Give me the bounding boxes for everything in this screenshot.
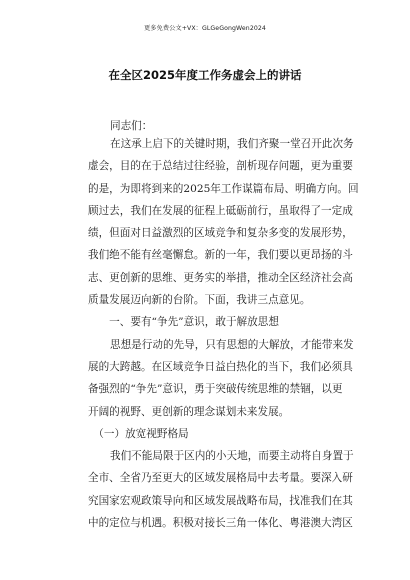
text-line: 中的定位与机遇。积极对接长三角一体化、粤港澳大湾区 [88, 517, 353, 530]
text-line: （一）放宽视野格局 [88, 427, 189, 440]
text-line: 的是，为即将到来的2025年工作谋篇布局、明确方向。回 [88, 182, 359, 195]
greeting: 同志们： [110, 120, 153, 132]
header-note: 更多免费公文+VX：GLGeGongWen2024 [144, 25, 266, 32]
text-line: 在这承上启下的关键时期，我们齐聚一堂召开此次务 [110, 138, 354, 150]
text-line: 质量发展迈向新的台阶。下面，我讲三点意见。 [88, 294, 311, 307]
text-line: 究国家宏观政策导向和区域发展战略布局，找准我们在其 [88, 494, 353, 507]
document-title: 在全区2025年度工作务虚会上的讲话 [108, 68, 302, 82]
text-line: 志、更创新的思维、更务实的举措，推动全区经济社会高 [88, 271, 353, 284]
text-line: 开阔的视野、更创新的理念谋划未来发展。 [88, 405, 290, 418]
text-line: 备强烈的“争先”意识，勇于突破传统思维的禁锢，以更 [88, 383, 343, 396]
text-line: 绩，但面对日益激烈的区域竞争和复杂多变的发展形势， [88, 227, 353, 240]
document-body [88, 133, 359, 534]
text-line: 一、要有“争先”意识，敢于解放思想 [88, 316, 279, 329]
text-line: 虚会，目的在于总结过往经验，剖析现存问题，更为重要 [88, 160, 353, 173]
text-line: 全市、全省乃至更大的区域发展格局中去考量。要深入研 [88, 472, 353, 485]
text-line: 展的大跨越。在区域竞争日益白热化的当下，我们必须具 [88, 360, 353, 373]
text-line: 顾过去，我们在发展的征程上砥砺前行，虽取得了一定成 [88, 204, 353, 217]
text-line: 我们不能局限于区内的小天地，而要主动将自身置于 [110, 450, 354, 463]
text-line: 我们绝不能有丝毫懈怠。新的一年，我们要以更昂扬的斗 [88, 249, 353, 262]
text-line: 思想是行动的先导，只有思想的大解放，才能带来发 [110, 338, 354, 351]
